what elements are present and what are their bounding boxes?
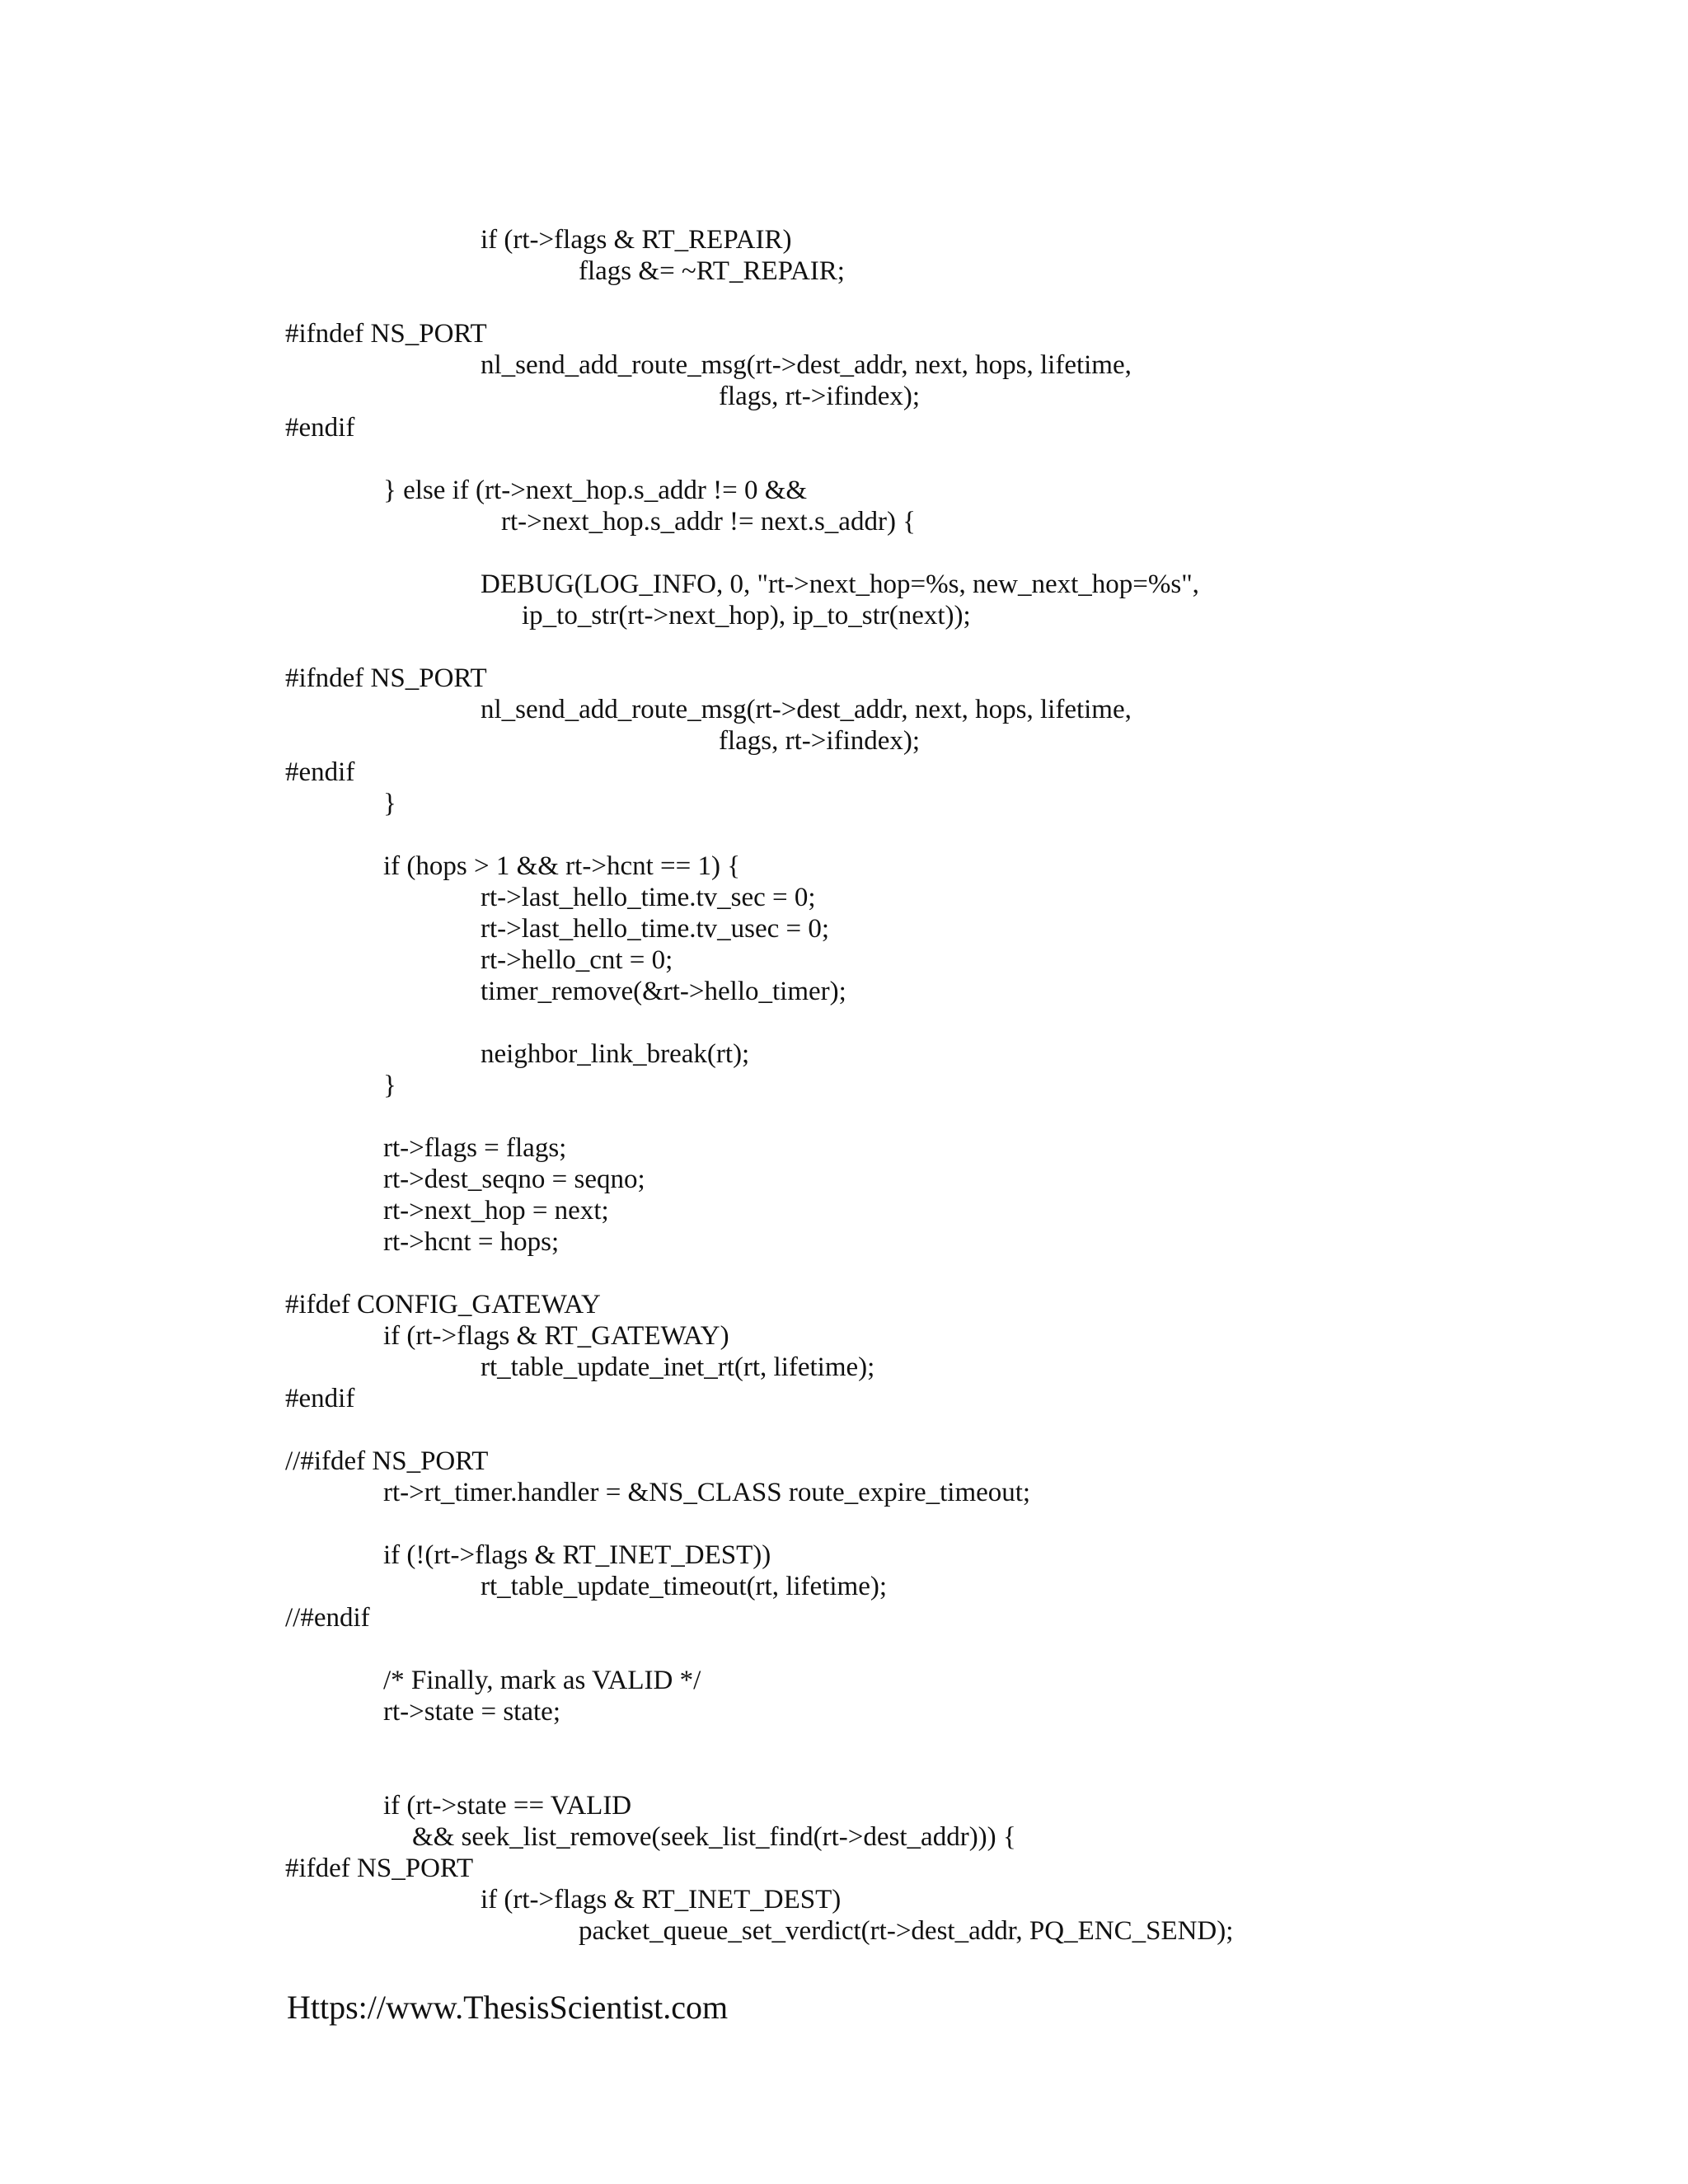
code-line: rt->hcnt = hops; xyxy=(383,1227,560,1257)
code-line: rt->state = state; xyxy=(383,1697,560,1727)
code-line: #endif xyxy=(285,757,355,787)
code-line: rt->next_hop.s_addr != next.s_addr) { xyxy=(501,507,917,537)
code-line: /* Finally, mark as VALID */ xyxy=(383,1666,701,1695)
code-line: if (hops > 1 && rt->hcnt == 1) { xyxy=(383,851,741,881)
code-line: && seek_list_remove(seek_list_find(rt->dest_addr))) { xyxy=(412,1822,1016,1852)
code-line: if (rt->flags & RT_GATEWAY) xyxy=(383,1321,729,1351)
code-line: rt->last_hello_time.tv_sec = 0; xyxy=(481,883,816,912)
code-line: #ifdef CONFIG_GATEWAY xyxy=(285,1290,601,1319)
code-line: flags &= ~RT_REPAIR; xyxy=(579,256,845,286)
code-line: #endif xyxy=(285,1384,355,1413)
code-line: rt->next_hop = next; xyxy=(383,1196,609,1226)
code-line: rt->hello_cnt = 0; xyxy=(481,945,673,975)
code-line: nl_send_add_route_msg(rt->dest_addr, next, hops, lifetime, xyxy=(481,695,1132,724)
code-line: } else if (rt->next_hop.s_addr != 0 && xyxy=(383,476,808,505)
code-line: #ifdef NS_PORT xyxy=(285,1854,474,1883)
code-line: timer_remove(&rt->hello_timer); xyxy=(481,977,846,1006)
code-line: rt->rt_timer.handler = &NS_CLASS route_expire_timeout; xyxy=(383,1478,1031,1507)
code-line: nl_send_add_route_msg(rt->dest_addr, next, hops, lifetime, xyxy=(481,350,1132,380)
code-line: } xyxy=(383,1071,396,1100)
code-line: rt->flags = flags; xyxy=(383,1133,567,1163)
code-line: #endif xyxy=(285,413,355,443)
code-line: #ifndef NS_PORT xyxy=(285,319,487,349)
code-line: neighbor_link_break(rt); xyxy=(481,1039,750,1069)
code-line: flags, rt->ifindex); xyxy=(719,726,921,756)
code-line: rt_table_update_inet_rt(rt, lifetime); xyxy=(481,1352,875,1382)
code-line: //#ifdef NS_PORT xyxy=(285,1446,489,1476)
code-line: if (rt->flags & RT_INET_DEST) xyxy=(481,1885,842,1915)
code-line: rt_table_update_timeout(rt, lifetime); xyxy=(481,1572,888,1601)
code-line: packet_queue_set_verdict(rt->dest_addr, PQ_ENC_SEND); xyxy=(579,1916,1234,1946)
footer-site-link[interactable]: Https://www.ThesisScientist.com xyxy=(287,1989,729,2026)
code-line: #ifndef NS_PORT xyxy=(285,663,487,693)
code-line: flags, rt->ifindex); xyxy=(719,382,921,411)
code-line: rt->dest_seqno = seqno; xyxy=(383,1165,645,1194)
code-line: ip_to_str(rt->next_hop), ip_to_str(next)); xyxy=(522,601,971,630)
code-line: if (rt->state == VALID xyxy=(383,1791,632,1821)
code-line: } xyxy=(383,789,396,818)
code-line: if (!(rt->flags & RT_INET_DEST)) xyxy=(383,1540,771,1570)
code-line: if (rt->flags & RT_REPAIR) xyxy=(481,225,792,255)
code-line: //#endif xyxy=(285,1603,370,1633)
code-line: DEBUG(LOG_INFO, 0, "rt->next_hop=%s, new_next_hop=%s", xyxy=(481,569,1199,599)
code-line: rt->last_hello_time.tv_usec = 0; xyxy=(481,914,830,944)
